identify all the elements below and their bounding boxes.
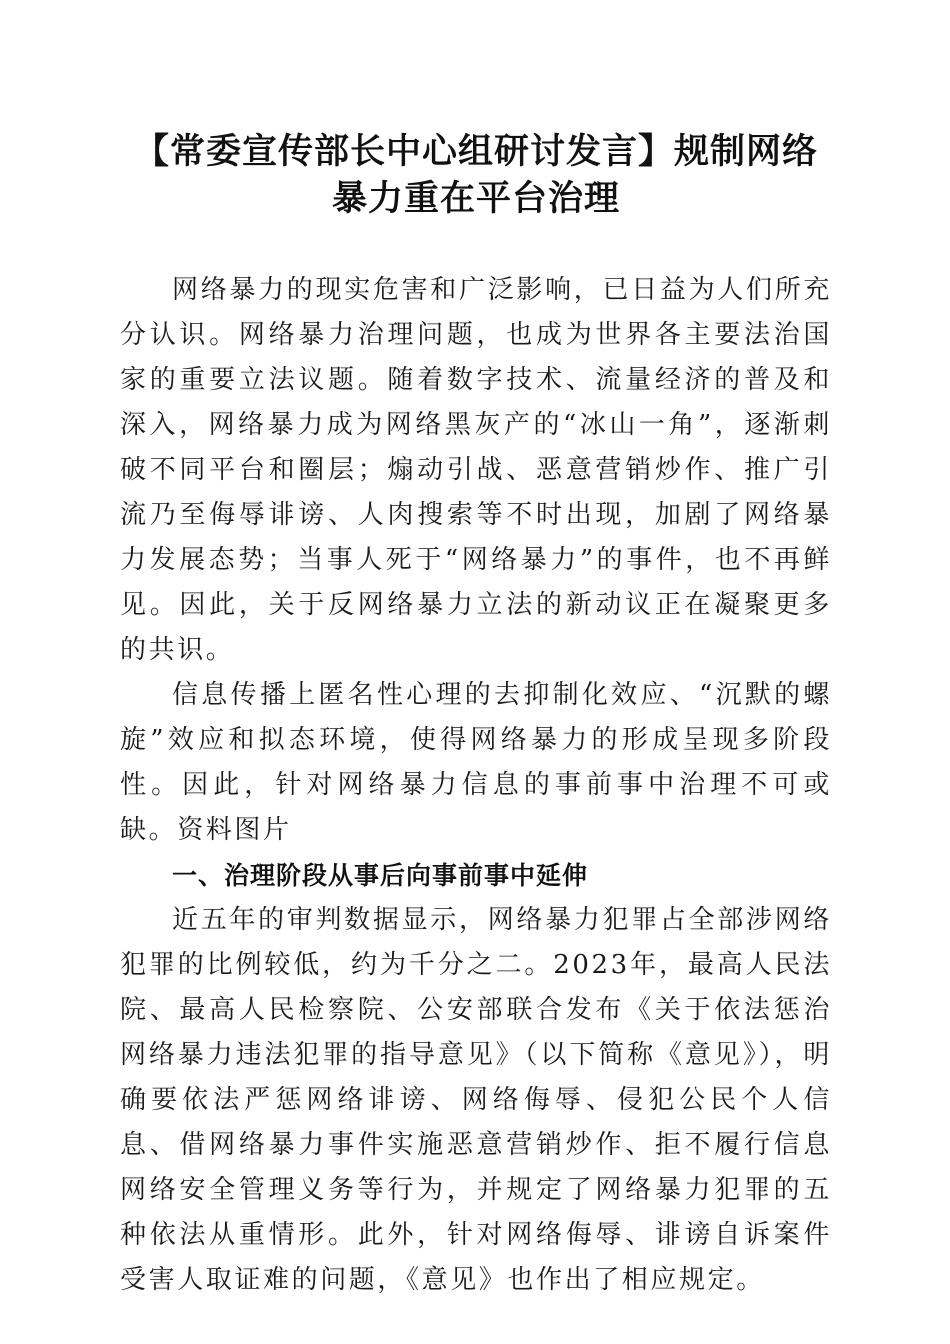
section-heading: 一、治理阶段从事后向事前事中延伸: [172, 861, 589, 890]
paragraph-3: 近五年的审判数据显示，网络暴力犯罪占全部涉网络犯罪的比例较低，约为千分之二。2023年，最高人民法院、最高人民检察院、公安部联合发布《关于依法惩治网络暴力违法犯罪的指导意见》（以下简称《意见》），明确要依法严惩网络诽谤、网络侮辱、侵犯公民个人信息、借网络暴力事件实施恶意营销炒作、拒不履行信息网络安全管理义务等行为，并规定了网络暴力犯罪的五种依法从重情形。此外，针对网络侮辱、诽谤自诉案件受害人取证难的问题，《意见》也作出了相应规定。: [120, 905, 832, 1295]
paragraph-1: 网络暴力的现实危害和广泛影响，已日益为人们所充分认识。网络暴力治理问题，也成为世界各主要法治国家的重要立法议题。随着数字技术、流量经济的普及和深入，网络暴力成为网络黑灰产的“冰山一角”，逐渐刺破不同平台和圈层；煽动引战、恶意营销炒作、推广引流乃至侮辱诽谤、人肉搜索等不时出现，加剧了网络暴力发展态势；当事人死于“网络暴力”的事件，也不再鲜见。因此，关于反网络暴力立法的新动议正在凝聚更多的共识。: [120, 275, 832, 665]
document-body: [120, 268, 832, 1303]
paragraph-2: 信息传播上匿名性心理的去抑制化效应、“沉默的螺旋”效应和拟态环境，使得网络暴力的形成呈现多阶段性。因此，针对网络暴力信息的事前事中治理不可或缺。资料图片: [120, 680, 832, 845]
document-title: 【常委宣传部长中心组研讨发言】规制网络暴力重在平台治理: [133, 131, 818, 219]
